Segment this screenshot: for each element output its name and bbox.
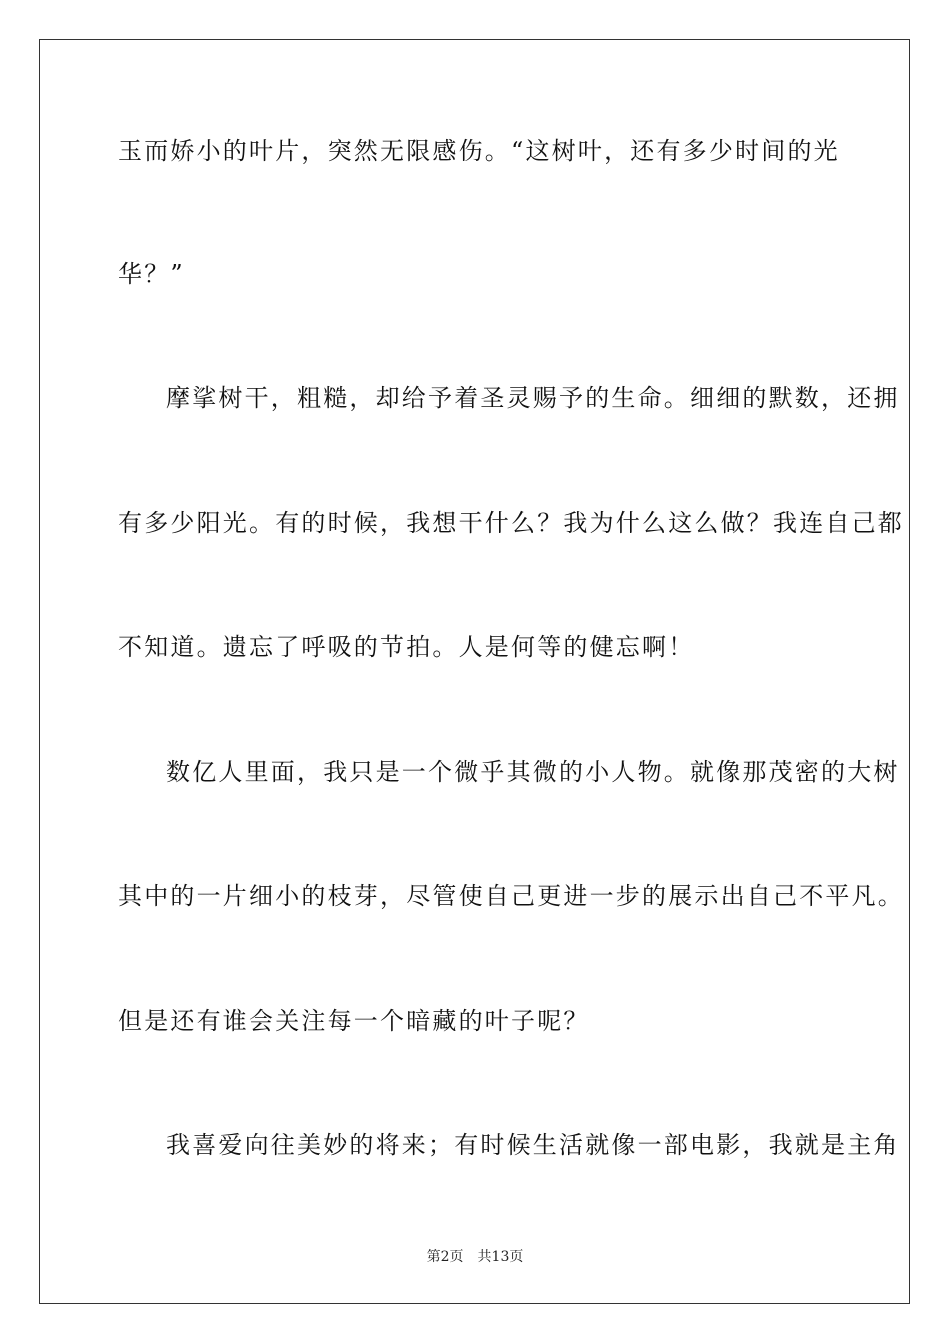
text-line-5: 不知道。遗忘了呼吸的节拍。人是何等的健忘啊！	[118, 633, 695, 661]
text-line-7: 其中的一片细小的枝芽，尽管使自己更进一步的展示出自己不平凡。	[118, 882, 904, 910]
text-line-3: 摩挲树干，粗糙，却给予着圣灵赐予的生命。细细的默数，还拥	[166, 384, 900, 412]
text-line-6: 数亿人里面，我只是一个微乎其微的小人物。就像那茂密的大树	[166, 758, 900, 786]
text-line-2: 华？”	[118, 260, 185, 288]
page-number: 第2页	[426, 1249, 464, 1265]
text-line-8: 但是还有谁会关注每一个暗藏的叶子呢？	[118, 1007, 590, 1035]
text-line-1: 玉而娇小的叶片，突然无限感伤。“这树叶，还有多少时间的光	[118, 137, 840, 165]
page-footer	[0, 1248, 950, 1266]
page-total: 共13页	[477, 1249, 524, 1265]
text-line-4: 有多少阳光。有的时候，我想干什么？我为什么这么做？我连自己都	[118, 509, 904, 537]
page-frame	[39, 39, 910, 1304]
text-line-9: 我喜爱向往美妙的将来；有时候生活就像一部电影，我就是主角	[166, 1131, 900, 1159]
